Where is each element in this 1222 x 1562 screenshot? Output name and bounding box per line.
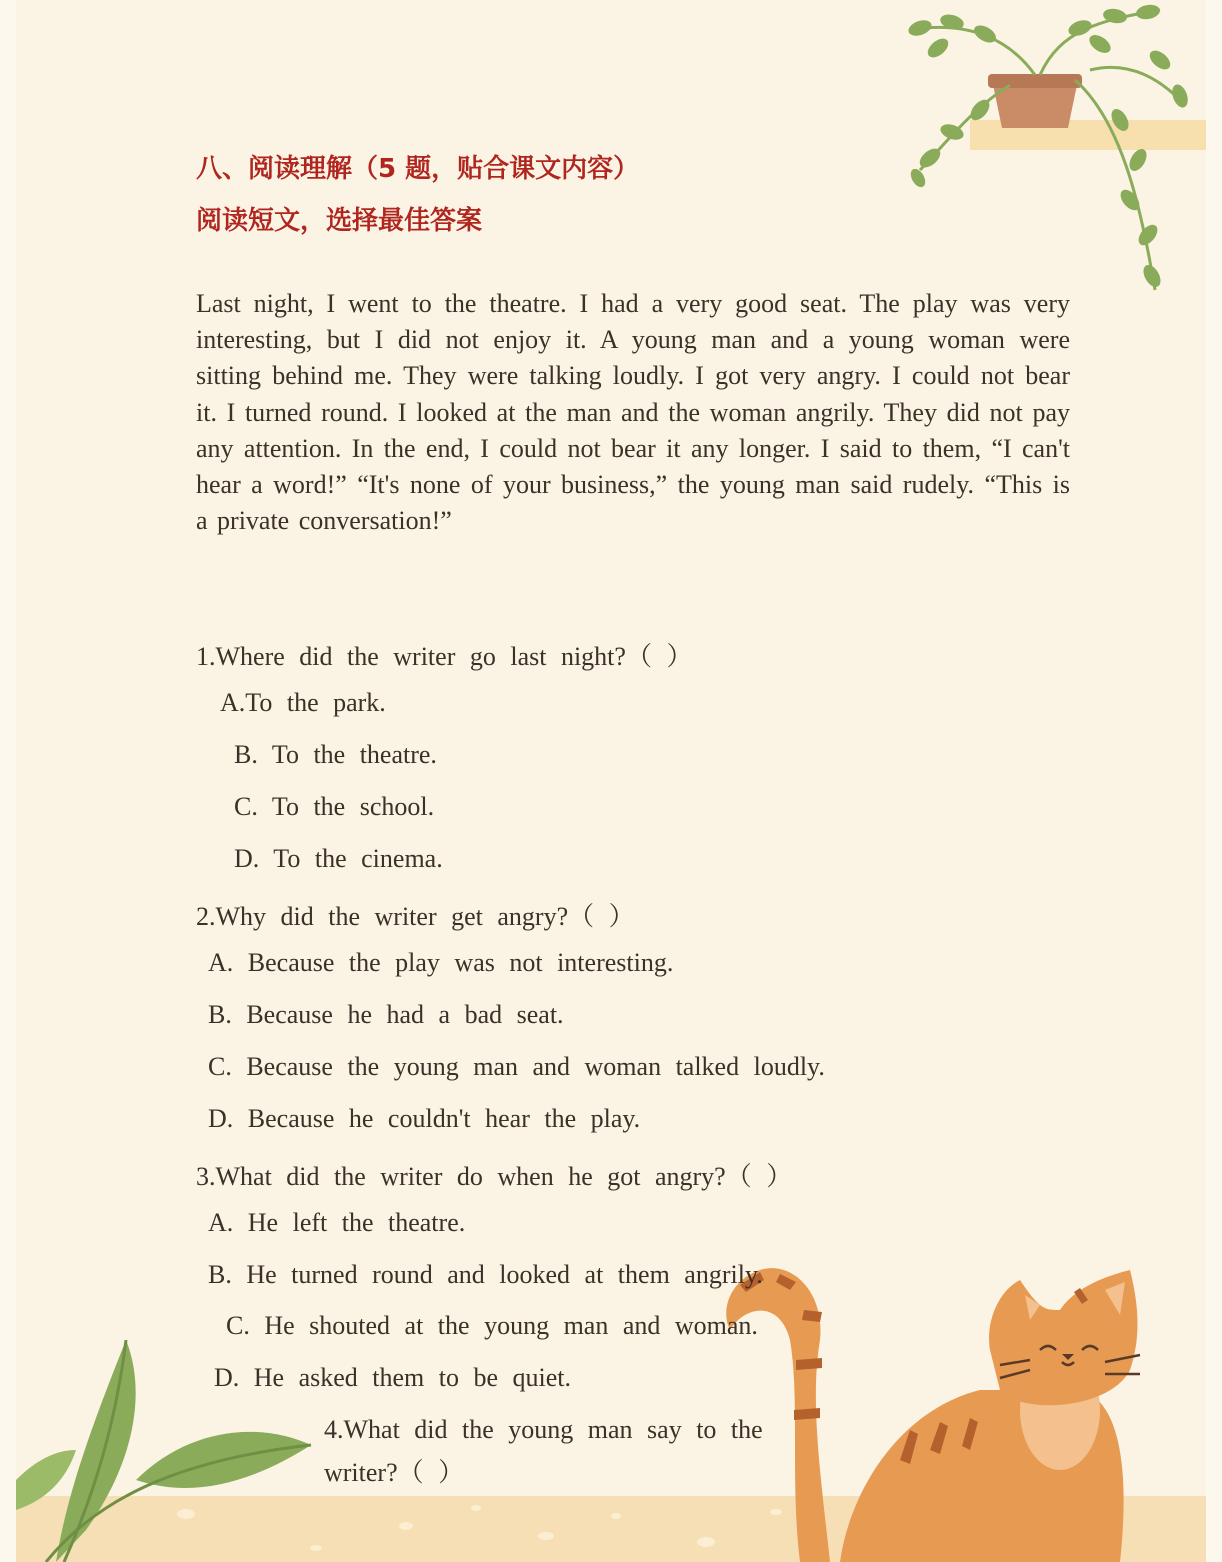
question-1-option-d: D. To the cinema. (234, 844, 443, 873)
question-2-option-b: B. Because he had a bad seat. (208, 1000, 564, 1029)
question-3-option-b: B. He turned round and looked at them angrily. (208, 1260, 763, 1289)
question-2-stem: 2.Why did the writer get angry?（ ） (196, 902, 635, 931)
question-3-stem: 3.What did the writer do when he got angry?（ ） (196, 1162, 793, 1191)
reading-passage: Last night, I went to the theatre. I had a very good seat. The play was very interesting, but I did not enjoy it. A young man and a young woman were sitting behind me. They were talking loudly. I got very angry. I could not bear it. I turned round. I looked at the man and the woman angrily. They did not pay any attention. In the end, I could not bear it any longer. I said to them, “I can't hear a word!” “It's none of your business,” the young man said rudely. “This is a private conversation!” (196, 289, 1070, 536)
question-1-option-c: C. To the school. (234, 792, 435, 821)
orange-cat-illustration (700, 1250, 1170, 1562)
section-title: 八、阅读理解（5 题，贴合课文内容） (196, 154, 640, 184)
question-2-option-d: D. Because he couldn't hear the play. (208, 1104, 641, 1133)
question-1-option-b: B. To the theatre. (234, 740, 437, 769)
hanging-plant-illustration (890, 0, 1206, 300)
question-2-option-c: C. Because the young man and woman talked loudly. (208, 1052, 825, 1081)
question-2-option-a: A. Because the play was not interesting. (208, 948, 674, 977)
instruction-text: 阅读短文，选择最佳答案 (196, 206, 483, 236)
question-4-stem-line-2: writer?（ ） (324, 1458, 465, 1487)
question-3-option-a: A. He left the theatre. (208, 1208, 466, 1237)
question-1-stem: 1.Where did the writer go last night?（ ） (196, 642, 693, 671)
question-1-option-a: A.To the park. (220, 688, 386, 717)
question-4-stem-line-1: 4.What did the young man say to the (324, 1415, 763, 1444)
question-3-option-c: C. He shouted at the young man and woman. (226, 1311, 758, 1340)
question-3-option-d: D. He asked them to be quiet. (214, 1363, 572, 1392)
